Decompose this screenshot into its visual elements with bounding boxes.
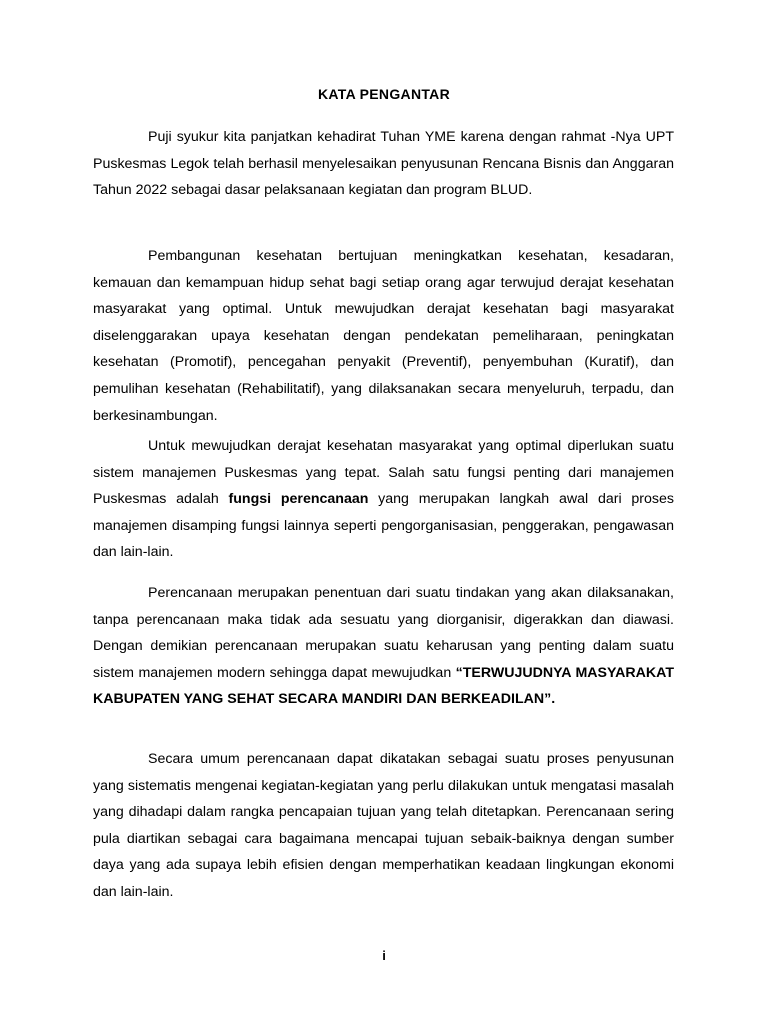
paragraph-3: [93, 433, 674, 566]
paragraph-3-text-before: Untuk mewujudkan derajat kesehatan masyarakat yang optimal diperlukan suatu sistem manajemen Puskesmas yang tepat. Salah satu fungsi penting dari manajemen Puskesmas adalah: [93, 438, 674, 508]
paragraph-3-text-after: yang merupakan langkah awal dari proses manajemen disamping fungsi lainnya seperti pengorganisasian, penggerakan, pengawasan dan lain-lain.: [93, 491, 674, 561]
paragraph-5: Secara umum perencanaan dapat dikatakan sebagai suatu proses penyusunan yang sistematis mengenai kegiatan-kegiatan yang perlu dilakukan untuk mengatasi masalah yang dihadapi dalam rangka pencapaian tujuan yang telah ditetapkan. Perencanaan sering pula diartikan sebagai cara bagaimana mencapai tujuan sebaik-baiknya dengan sumber daya yang ada supaya lebih efisien dengan memperhatikan keadaan lingkungan ekonomi dan lain-lain.: [93, 751, 674, 900]
page-number: i: [382, 948, 386, 963]
page-title: KATA PENGANTAR: [317, 86, 450, 102]
paragraph-4-bold-vision: “TERWUJUDNYA MASYARAKAT KABUPATEN YANG SEHAT SECARA MANDIRI DAN BERKEADILAN”.: [93, 664, 675, 708]
paragraph-1: Puji syukur kita panjatkan kehadirat Tuhan YME karena dengan rahmat -Nya UPT Puskesmas Legok telah berhasil menyelesaikan penyusunan Rencana Bisnis dan Anggaran Tahun 2022 sebagai dasar pelaksanaan kegiatan dan program BLUD.: [93, 129, 674, 199]
paragraph-2: Pembangunan kesehatan bertujuan meningkatkan kesehatan, kesadaran, kemauan dan kemampuan hidup sehat bagi setiap orang agar terwujud derajat kesehatan masyarakat yang optimal. Untuk mewujudkan derajat kesehatan bagi masyarakat diselenggarakan upaya kesehatan dengan pendekatan pemeliharaan, peningkatan kesehatan (Promotif), pencegahan penyakit (Preventif), penyembuhan (Kuratif), dan pemulihan kesehatan (Rehabilitatif), yang dilaksanakan secara menyeluruh, terpadu, dan berkesinambungan.: [93, 248, 674, 424]
paragraph-4-text-before: Perencanaan merupakan penentuan dari suatu tindakan yang akan dilaksanakan, tanpa perencanaan maka tidak ada sesuatu yang diorganisir, digerakkan dan diawasi. Dengan demikian perencanaan merupakan suatu keharusan yang penting dalam suatu sistem manajemen modern sehingga dapat mewujudkan: [93, 585, 674, 681]
paragraph-3-bold-term: fungsi perencanaan: [228, 491, 369, 508]
paragraph-4: [93, 580, 674, 713]
